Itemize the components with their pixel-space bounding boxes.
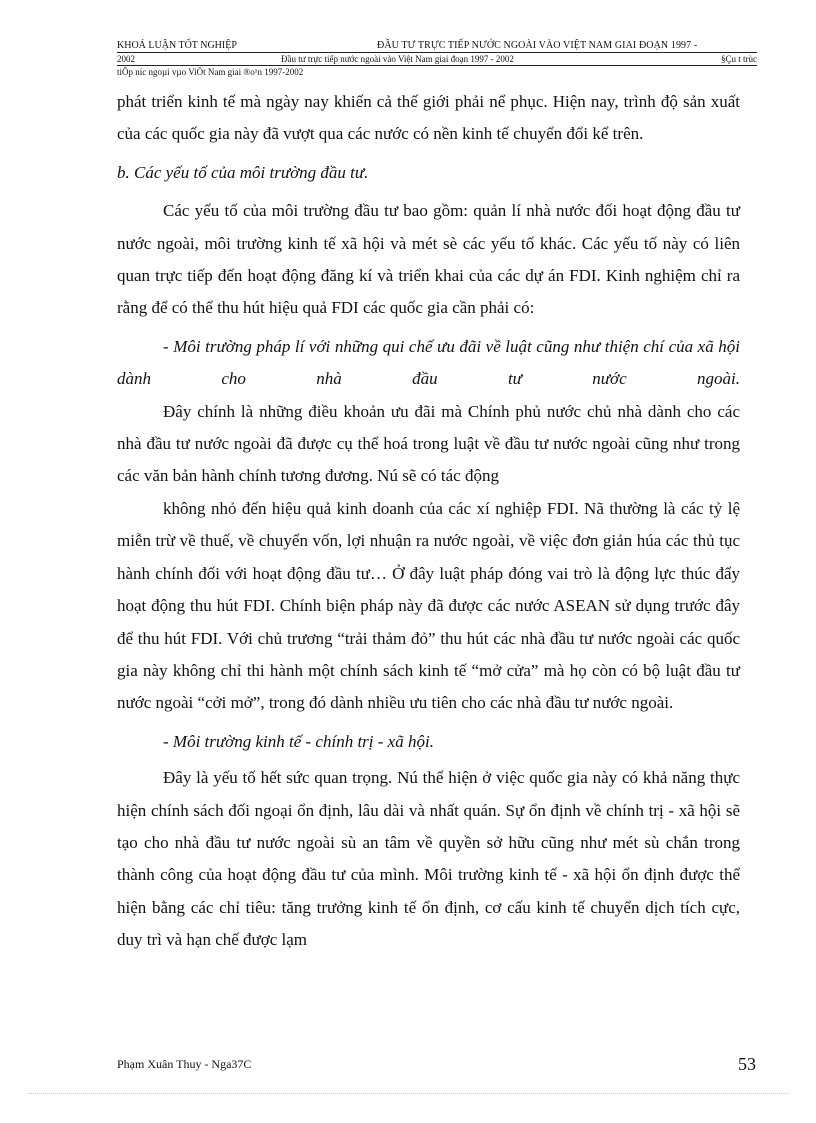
paragraph: Đây chính là những điều khoản ưu đãi mà Chính phủ nước chủ nhà dành cho các nhà đầu tư nước ngoài đã được cụ thể hoá trong luật về đầu tư nước ngoài cũng như trong các văn bản hành chính tương đương. Nú sẽ có tác động [117,401,740,486]
page-boundary [28,1093,788,1094]
paragraph: không nhỏ đến hiệu quả kinh doanh của các xí nghiệp FDI. Nã thường là các tỷ lệ miễn trừ về thuế, về chuyển vốn, lợi nhuận ra nước ngoài, về việc đơn giản húa các thủ tục hành chính đối với hoạt động đầu tư… Ở đây luật pháp đóng vai trò là động lực thúc đẩy hoạt động thu hút FDI. Chính biện pháp này đã được các nước ASEAN sử dụng trước đây để thu hút FDI. Với chủ trương “trải thảm đỏ” thu hút các nhà đầu tư nước ngoài các quốc gia này không chỉ thi hành một chính sách kinh tế “mở cửa” mà họ còn có bộ luật đầu tư nước ngoài “cởi mở”, trong đó dành nhiều ưu tiên cho các nhà đầu tư nước ngoài. [117,498,740,713]
header-subtitle: Đầu tư trực tiếp nước ngoài vào Việt Nam giai đoạn 1997 - 2002 [281,54,514,64]
bullet-item: - Môi trường kinh tế - chính trị - xã hội. [163,731,434,751]
page-number: 53 [738,1054,756,1074]
section-heading: b. Các yếu tố của môi trường đầu tư. [117,162,369,182]
paragraph: Đây là yếu tố hết sức quan trọng. Nú thể hiện ở việc quốc gia này có khả năng thực hiện chính sách đối ngoại ổn định, lâu dài và nhất quán. Sự ổn định về chính trị - xã hội sẽ tạo cho nhà đầu tư nước ngoài sù an tâm về quyền sở hữu cũng như mét sù chắn trong thành công của hoạt động đầu tư của mình. Môi trường kinh tế - xã hội ổn định được thể hiện bằng các chỉ tiêu: tăng trưởng kinh tế ổn định, cơ cấu kinh tế chuyển dịch tích cực, duy trì và hạn chế được lạm [117,768,740,950]
header-garbled-line: tiÕp níc ngoµi vµo ViÖt Nam giai ®o¹n 1997-2002 [117,67,304,77]
header-thesis-label: KHOÁ LUẬN TỐT NGHIỆP [117,40,237,51]
running-subheader [117,53,757,66]
bullet-item: - Môi trường pháp lí với những qui chế ưu đãi về luật cũng như thiện chí của xã hội dành cho nhà đầu tư nước ngoài. [117,336,740,389]
paragraph: Các yếu tố của môi trường đầu tư bao gồm: quản lí nhà nước đối hoạt động đầu tư nước ngoài, môi trường kinh tế xã hội và mét sè các yếu tố khác. Các yếu tố này có liên quan trực tiếp đến hoạt động đăng kí và triển khai của các dự án FDI. Kinh nghiệm chỉ ra rằng để có thể thu hút hiệu quả FDI các quốc gia cần phải có: [117,201,740,318]
paragraph: phát triển kinh tế mà ngày nay khiến cả thế giới phải nể phục. Hiện nay, trình độ sản xuất của các quốc gia này đã vượt qua các nước có nền kinh tế chuyển đổi kể trên. [117,92,740,144]
header-title: ĐẦU TƯ TRỰC TIẾP NƯỚC NGOÀI VÀO VIỆT NAM GIAI ĐOẠN 1997 - [377,40,698,51]
page-body [117,86,740,957]
header-year: 2002 [117,54,135,64]
header-garbled-right: §Çu t trùc [721,54,757,64]
footer-author: Phạm Xuân Thuy - Nga37C [117,1057,252,1071]
running-header [117,40,757,53]
